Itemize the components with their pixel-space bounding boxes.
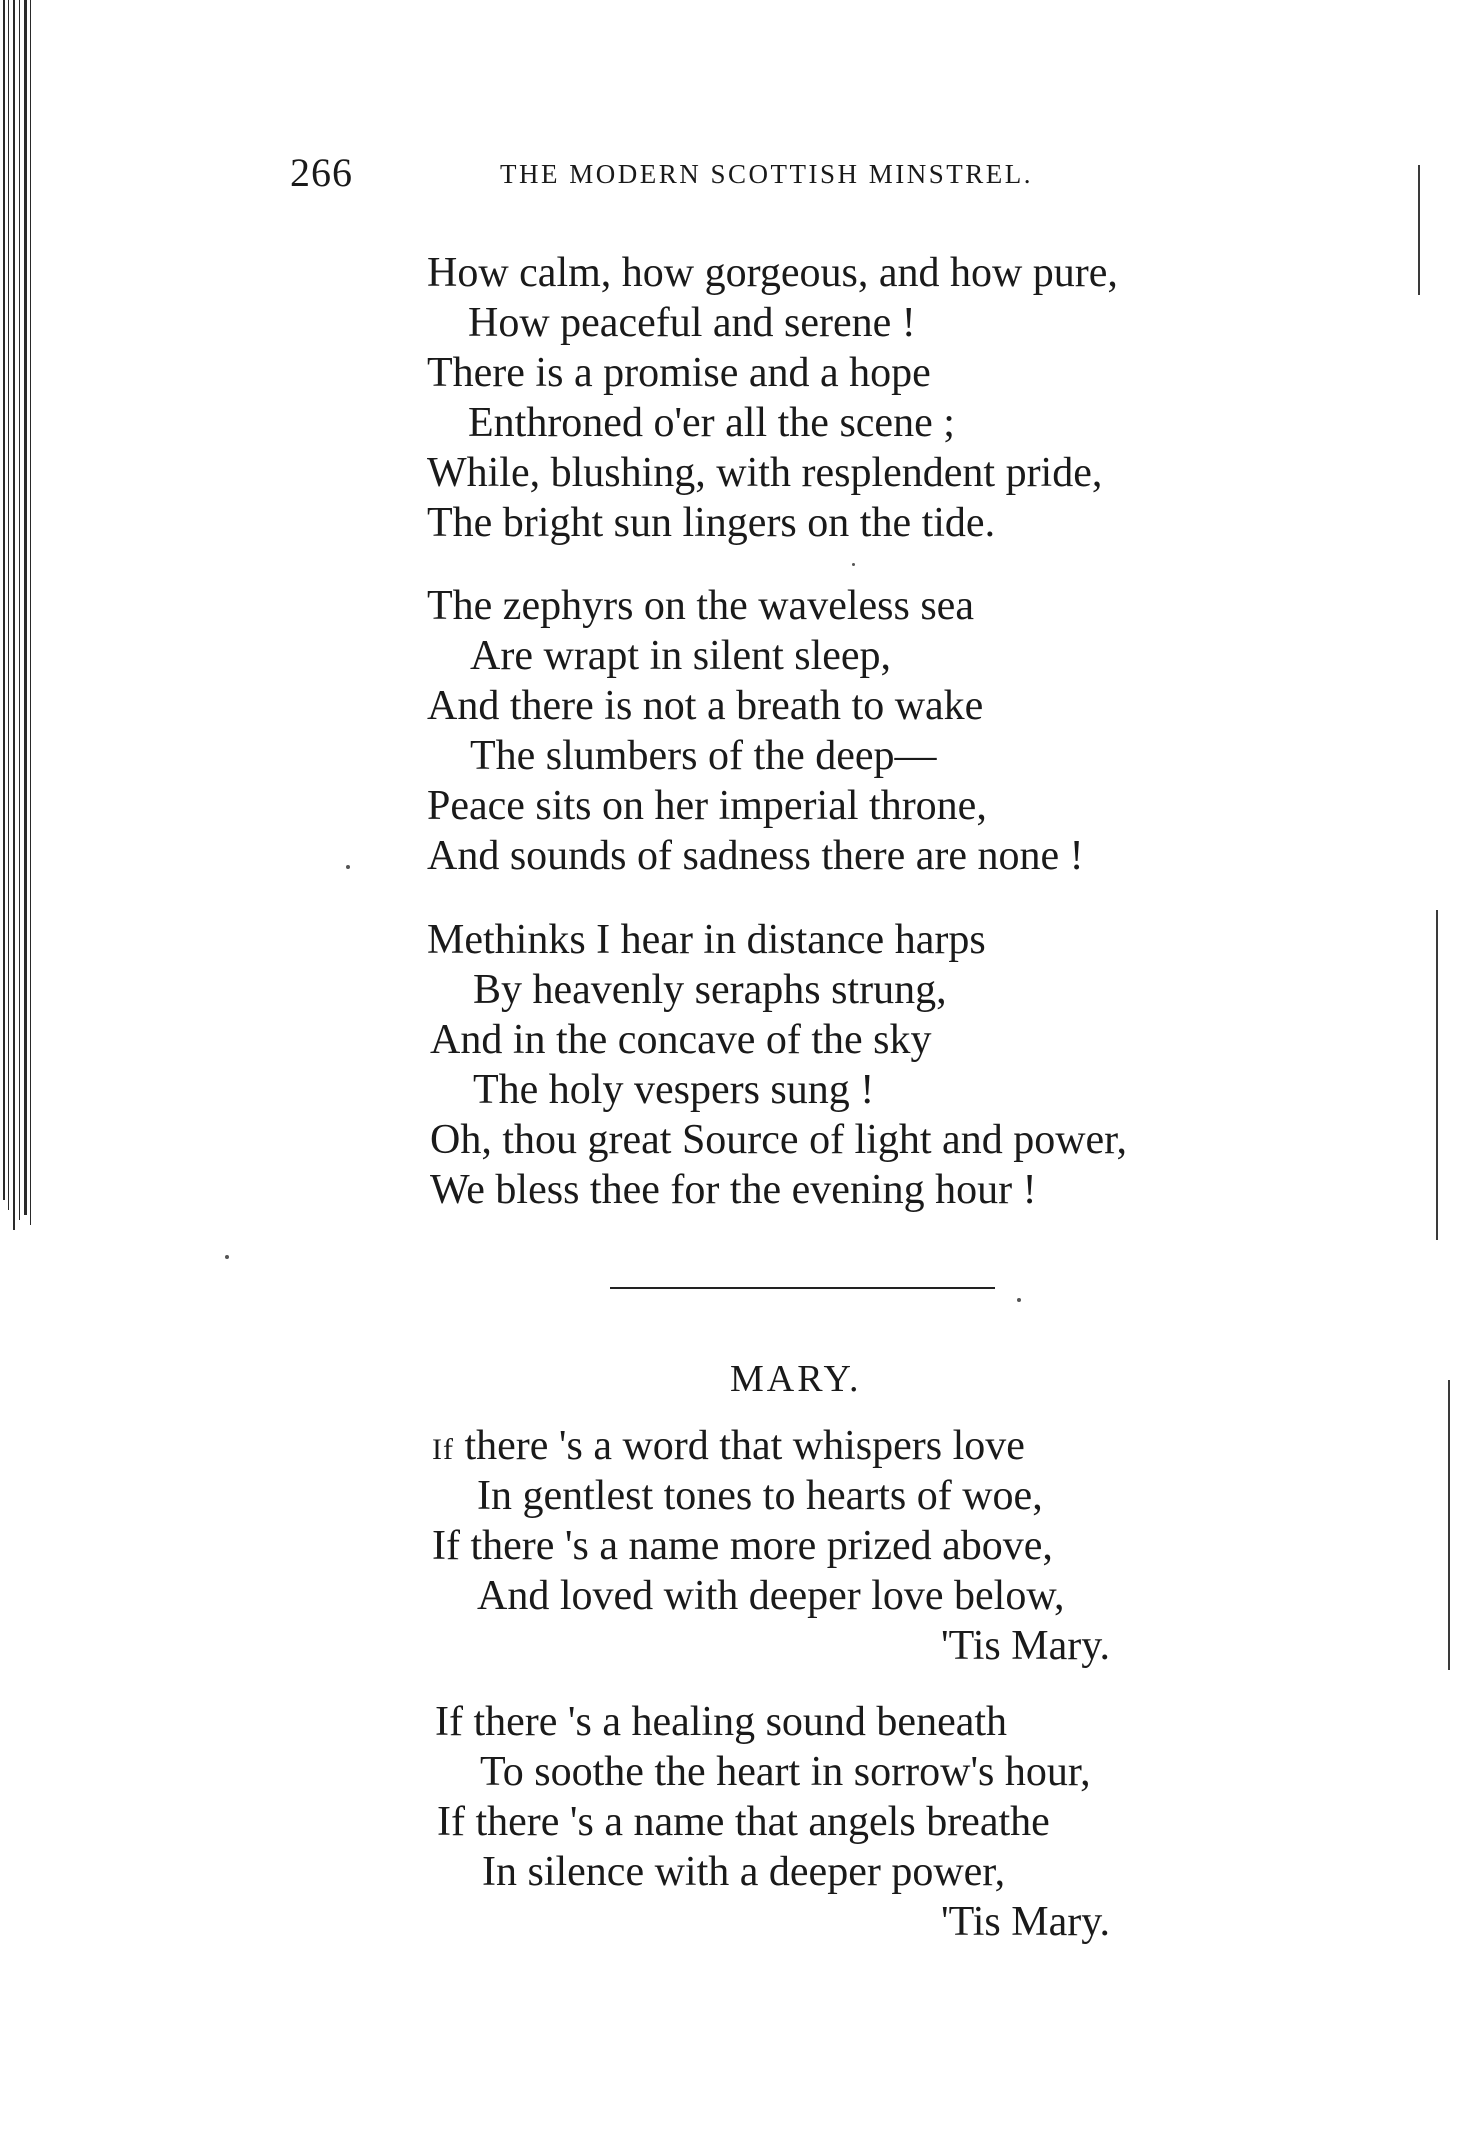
edge-mark xyxy=(1418,165,1420,295)
poem-line: To soothe the heart in sorrow's hour, xyxy=(480,1749,1091,1795)
poem-line: How peaceful and serene ! xyxy=(468,300,916,346)
speck xyxy=(225,1255,229,1259)
poem-line: And there is not a breath to wake xyxy=(427,683,984,729)
speck xyxy=(1017,1298,1021,1302)
poem-line: And loved with deeper love below, xyxy=(477,1573,1065,1619)
poem-line: If there 's a healing sound beneath xyxy=(435,1699,1008,1745)
poem-line: 'Tis Mary. xyxy=(941,1899,1111,1945)
poem-line: 'Tis Mary. xyxy=(941,1623,1111,1669)
poem-line: While, blushing, with resplendent pride, xyxy=(427,450,1103,496)
running-head: THE MODERN SCOTTISH MINSTREL. xyxy=(500,159,1034,189)
speck xyxy=(346,865,350,869)
poem-line: The holy vespers sung ! xyxy=(473,1067,875,1113)
poem-line xyxy=(432,1421,1025,1475)
poem-line: Methinks I hear in distance harps xyxy=(427,917,986,963)
edge-mark xyxy=(1448,1380,1450,1670)
poem-line: If there 's a name that angels breathe xyxy=(437,1799,1050,1845)
page-number: 266 xyxy=(290,150,353,195)
poem-title: MARY. xyxy=(730,1358,862,1400)
poem-line: Enthroned o'er all the scene ; xyxy=(468,400,955,446)
poem-line: In gentlest tones to hearts of woe, xyxy=(477,1473,1043,1519)
poem-line: The slumbers of the deep— xyxy=(470,733,937,779)
poem-line: And in the concave of the sky xyxy=(430,1017,932,1063)
dropcap: If xyxy=(432,1433,454,1466)
section-divider xyxy=(610,1287,995,1289)
poem-line: By heavenly seraphs strung, xyxy=(473,967,947,1013)
poem-line: The bright sun lingers on the tide. xyxy=(427,500,996,546)
poem-line: Are wrapt in silent sleep, xyxy=(470,633,892,679)
page-header xyxy=(290,148,1100,198)
poem-line: How calm, how gorgeous, and how pure, xyxy=(427,250,1118,296)
poem-line: If there 's a name more prized above, xyxy=(432,1523,1053,1569)
edge-mark xyxy=(1436,910,1438,1240)
poem-line: There is a promise and a hope xyxy=(427,350,931,396)
speck xyxy=(852,563,855,566)
poem-line-text: there 's a word that whispers love xyxy=(453,1423,1025,1469)
binding-edge xyxy=(0,0,36,1230)
poem-line: And sounds of sadness there are none ! xyxy=(427,833,1084,879)
poem-line: Peace sits on her imperial throne, xyxy=(427,783,987,829)
poem-line: In silence with a deeper power, xyxy=(482,1849,1006,1895)
poem-line: The zephyrs on the waveless sea xyxy=(427,583,974,629)
poem-line: Oh, thou great Source of light and power, xyxy=(430,1117,1127,1163)
poem-line: We bless thee for the evening hour ! xyxy=(430,1167,1037,1213)
